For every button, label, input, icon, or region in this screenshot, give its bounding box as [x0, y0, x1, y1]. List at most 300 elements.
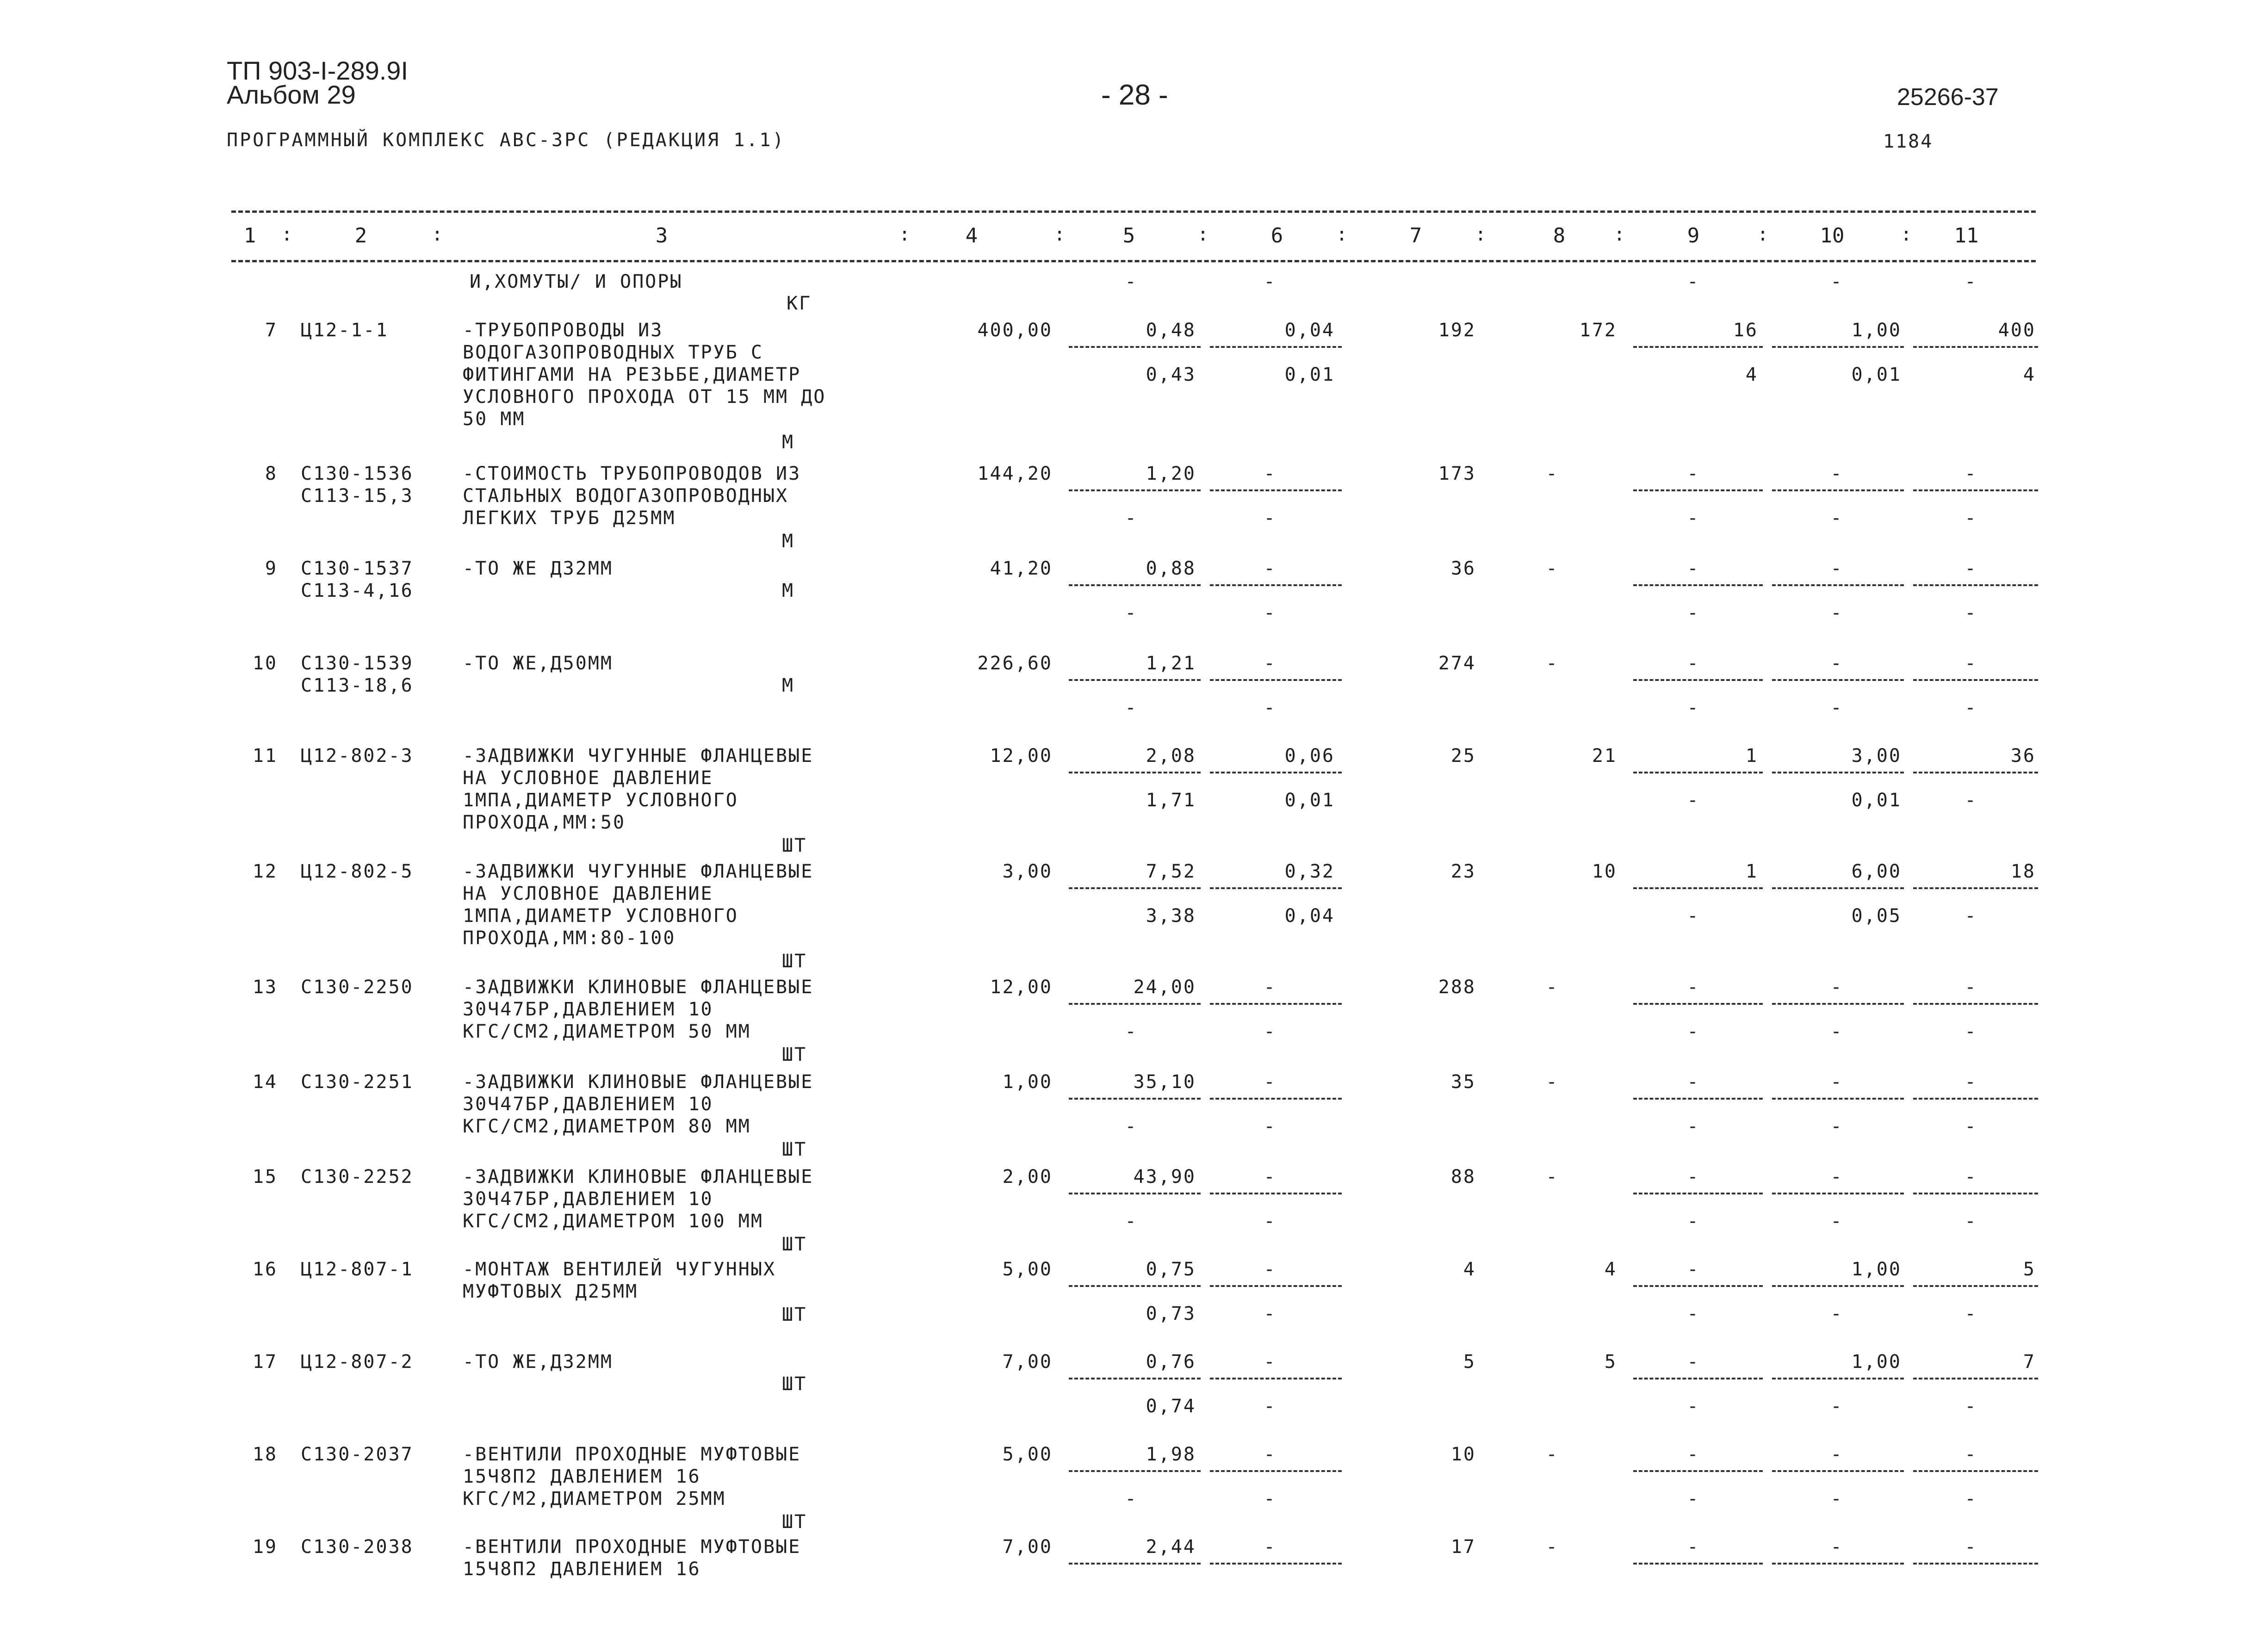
value-c9: - [1687, 977, 1700, 998]
value-c5: 35,10 [1133, 1071, 1196, 1093]
subtotal-rule [1913, 679, 2038, 681]
item-description: НА УСЛОВНОЕ ДАВЛЕНИЕ [463, 883, 713, 904]
column-header-3: 3 [655, 224, 668, 247]
subtotal-rule [1772, 679, 1904, 681]
quantity: 400,00 [977, 320, 1053, 341]
subtotal-rule [1633, 346, 1763, 348]
item-description: ЛЕГКИХ ТРУБ Д25ММ [463, 507, 676, 529]
item-description: ВОДОГАЗОПРОВОДНЫХ ТРУБ С [463, 342, 763, 363]
value-c6: 0,32 [1284, 861, 1335, 882]
subvalue-c9: - [1687, 1211, 1700, 1232]
unit-of-measure: ШТ [782, 951, 807, 972]
item-description: 30Ч47БР,ДАВЛЕНИЕМ 10 [463, 1188, 713, 1210]
value-c11: - [1964, 1071, 1977, 1093]
subtotal-rule [1210, 772, 1342, 773]
subvalue-c6: 0,04 [1284, 905, 1335, 927]
value-c8: - [1546, 1536, 1559, 1558]
value-c8: - [1546, 977, 1559, 998]
rate-code: С130-1537 [301, 558, 414, 579]
column-separator: : [899, 224, 911, 245]
row-number: 10 [252, 653, 278, 674]
value-c5: 0,88 [1146, 558, 1196, 579]
quantity: 226,60 [977, 653, 1053, 674]
rate-code: Ц12-802-3 [301, 745, 414, 767]
carryover-unit: КГ [787, 293, 812, 314]
quantity: 7,00 [1002, 1536, 1053, 1558]
subvalue-c10: - [1830, 1021, 1843, 1042]
subtotal-rule [1772, 489, 1904, 491]
unit-of-measure: М [782, 531, 795, 552]
column-separator: : [431, 224, 443, 245]
item-description: -ТРУБОПРОВОДЫ ИЗ [463, 320, 663, 341]
subvalue-c10: - [1830, 1303, 1843, 1324]
subvalue-c11: - [1964, 697, 1977, 718]
unit-of-measure: ШТ [782, 1044, 807, 1065]
value-c9: - [1687, 1259, 1700, 1280]
unit-of-measure: ШТ [782, 1139, 807, 1160]
item-description: -ЗАДВИЖКИ ЧУГУННЫЕ ФЛАНЦЕВЫЕ [463, 745, 814, 767]
row-number: 19 [252, 1536, 278, 1558]
quantity: 41,20 [990, 558, 1053, 579]
subvalue-c9: 4 [1745, 364, 1758, 385]
row-number: 16 [252, 1259, 278, 1280]
rate-code: Ц12-802-5 [301, 861, 414, 882]
rate-code: Ц12-807-2 [301, 1351, 414, 1373]
subvalue-c10: 0,01 [1851, 364, 1902, 385]
value-c9: - [1687, 463, 1700, 484]
value-c10: - [1830, 1071, 1843, 1093]
value-c6: - [1264, 1259, 1277, 1280]
subvalue-c11: - [1964, 1303, 1977, 1324]
value-c7: 173 [1438, 463, 1476, 484]
value-c11: - [1964, 653, 1977, 674]
value-c8: 172 [1579, 320, 1617, 341]
value-c9: 1 [1745, 745, 1758, 767]
item-description: КГС/М2,ДИАМЕТРОМ 25ММ [463, 1488, 726, 1509]
item-description: 30Ч47БР,ДАВЛЕНИЕМ 10 [463, 999, 713, 1020]
value-c9: - [1687, 1536, 1700, 1558]
subvalue-c9: - [1687, 1488, 1700, 1509]
value-c7: 23 [1450, 861, 1476, 882]
rate-code: С130-2037 [301, 1444, 414, 1465]
row-number: 7 [265, 320, 278, 341]
rate-code: С130-2251 [301, 1071, 414, 1093]
subvalue-c11: - [1964, 1488, 1977, 1509]
subtotal-rule [1069, 584, 1201, 586]
value-c10: - [1830, 463, 1843, 484]
column-separator: : [1053, 224, 1066, 245]
value-c6: - [1264, 1536, 1277, 1558]
column-header-2: 2 [354, 224, 367, 247]
value-c9: - [1687, 653, 1700, 674]
subvalue-c10: 0,01 [1851, 790, 1902, 811]
subvalue-c10: 0,05 [1851, 905, 1902, 927]
value-c8: - [1546, 1444, 1559, 1465]
value-c7: 274 [1438, 653, 1476, 674]
subvalue-c11: - [1964, 905, 1977, 927]
document-code: ТП 903-I-289.9I [227, 56, 408, 85]
value-c7: 17 [1450, 1536, 1476, 1558]
value-c7: 25 [1450, 745, 1476, 767]
subtotal-rule [1210, 1003, 1342, 1005]
value-c7: 5 [1463, 1351, 1476, 1373]
subtotal-rule [1210, 584, 1342, 586]
rate-code: С130-2250 [301, 977, 414, 998]
value-c11: - [1964, 1444, 1977, 1465]
value-c5: 1,21 [1146, 653, 1196, 674]
column-header-10: 10 [1820, 224, 1845, 247]
item-description: -ЗАДВИЖКИ КЛИНОВЫЕ ФЛАНЦЕВЫЕ [463, 1166, 814, 1188]
subtotal-rule [1210, 346, 1342, 348]
item-description: НА УСЛОВНОЕ ДАВЛЕНИЕ [463, 767, 713, 789]
item-description: -МОНТАЖ ВЕНТИЛЕЙ ЧУГУННЫХ [463, 1259, 776, 1280]
subvalue-c9: - [1687, 602, 1700, 624]
row-number: 15 [252, 1166, 278, 1188]
value-c5: 2,08 [1146, 745, 1196, 767]
subtotal-rule [1772, 1470, 1904, 1472]
value-c9: - [1687, 1444, 1700, 1465]
subtotal-rule [1772, 1003, 1904, 1005]
subvalue-c6: - [1264, 507, 1277, 529]
value-c7: 4 [1463, 1259, 1476, 1280]
value-c7: 10 [1450, 1444, 1476, 1465]
carryover-c6: - [1264, 271, 1277, 292]
subvalue-c6: - [1264, 1116, 1277, 1137]
row-number: 11 [252, 745, 278, 767]
value-c5: 2,44 [1146, 1536, 1196, 1558]
value-c11: - [1964, 1166, 1977, 1188]
subtotal-rule [1633, 584, 1763, 586]
subvalue-c11: - [1964, 1021, 1977, 1042]
row-number: 9 [265, 558, 278, 579]
item-description: УСЛОВНОГО ПРОХОДА ОТ 15 ММ ДО [463, 386, 826, 408]
subtotal-rule [1210, 679, 1342, 681]
subtotal-rule [1069, 346, 1201, 348]
subtotal-rule [1913, 489, 2038, 491]
value-c10: 3,00 [1851, 745, 1902, 767]
value-c8: - [1546, 463, 1559, 484]
subtotal-rule [1210, 489, 1342, 491]
column-separator: : [1900, 224, 1912, 245]
column-separator: : [1757, 224, 1769, 245]
item-description: СТАЛЬНЫХ ВОДОГАЗОПРОВОДНЫХ [463, 485, 789, 507]
column-separator: : [1475, 224, 1487, 245]
unit-of-measure: ШТ [782, 1304, 807, 1325]
value-c6: - [1264, 558, 1277, 579]
subtotal-rule [1633, 1193, 1763, 1194]
carryover-c11: - [1964, 271, 1977, 292]
row-number: 17 [252, 1351, 278, 1373]
quantity: 1,00 [1002, 1071, 1053, 1093]
value-c5: 24,00 [1133, 977, 1196, 998]
value-c8: 10 [1592, 861, 1617, 882]
item-description: КГС/СМ2,ДИАМЕТРОМ 50 ММ [463, 1021, 751, 1042]
value-c10: - [1830, 653, 1843, 674]
value-c9: - [1687, 1166, 1700, 1188]
item-description: КГС/СМ2,ДИАМЕТРОМ 80 ММ [463, 1116, 751, 1137]
carryover-c9: - [1687, 271, 1700, 292]
value-c5: 1,98 [1146, 1444, 1196, 1465]
row-number: 13 [252, 977, 278, 998]
rate-code: С130-2252 [301, 1166, 414, 1188]
value-c5: 43,90 [1133, 1166, 1196, 1188]
subvalue-c11: - [1964, 507, 1977, 529]
rate-code: Ц12-807-1 [301, 1259, 414, 1280]
value-c10: - [1830, 1536, 1843, 1558]
unit-of-measure: ШТ [782, 835, 807, 856]
item-description: ПРОХОДА,ММ:80-100 [463, 928, 676, 949]
subtotal-rule [1913, 1098, 2038, 1100]
page-number: - 28 - [1101, 79, 1168, 111]
unit-of-measure: М [782, 675, 795, 696]
subvalue-c5: 1,71 [1146, 790, 1196, 811]
value-c10: 1,00 [1851, 1259, 1902, 1280]
subvalue-c5: - [1125, 1021, 1138, 1042]
subvalue-c5: - [1125, 697, 1138, 718]
value-c6: - [1264, 463, 1277, 484]
value-c8: - [1546, 653, 1559, 674]
value-c6: - [1264, 1166, 1277, 1188]
subvalue-c6: 0,01 [1284, 364, 1335, 385]
value-c10: - [1830, 558, 1843, 579]
rate-code: С113-18,6 [301, 675, 414, 696]
value-c5: 1,20 [1146, 463, 1196, 484]
rate-code: С113-4,16 [301, 580, 414, 601]
subtotal-rule [1772, 772, 1904, 773]
value-c11: 7 [2023, 1351, 2036, 1373]
value-c10: - [1830, 1444, 1843, 1465]
subvalue-c5: - [1125, 1488, 1138, 1509]
subvalue-c6: - [1264, 697, 1277, 718]
subtotal-rule [1069, 772, 1201, 773]
unit-of-measure: М [782, 580, 795, 601]
column-separator: : [1613, 224, 1625, 245]
row-number: 18 [252, 1444, 278, 1465]
subvalue-c5: 0,74 [1146, 1396, 1196, 1417]
subtotal-rule [1633, 679, 1763, 681]
item-description: -ЗАДВИЖКИ КЛИНОВЫЕ ФЛАНЦЕВЫЕ [463, 1071, 814, 1093]
column-header-1: 1 [243, 224, 256, 247]
subtotal-rule [1913, 1563, 2038, 1565]
unit-of-measure: М [782, 432, 795, 453]
value-c9: 1 [1745, 861, 1758, 882]
subtotal-rule [1069, 887, 1201, 889]
subtotal-rule [1633, 489, 1763, 491]
subtotal-rule [1913, 1285, 2038, 1287]
subvalue-c6: - [1264, 1488, 1277, 1509]
subtotal-rule [1772, 584, 1904, 586]
subvalue-c9: - [1687, 1021, 1700, 1042]
subtotal-rule [1210, 1470, 1342, 1472]
value-c11: 400 [1998, 320, 2036, 341]
quantity: 2,00 [1002, 1166, 1053, 1188]
subtotal-rule [1772, 1193, 1904, 1194]
subtotal-rule [1913, 346, 2038, 348]
carryover-description: И,ХОМУТЫ/ И ОПОРЫ [470, 271, 683, 292]
carryover-c10: - [1830, 271, 1843, 292]
value-c9: - [1687, 1351, 1700, 1373]
value-c11: 18 [2010, 861, 2036, 882]
subtotal-rule [1633, 1098, 1763, 1100]
column-header-8: 8 [1553, 224, 1566, 247]
value-c10: 1,00 [1851, 320, 1902, 341]
subvalue-c9: - [1687, 1396, 1700, 1417]
row-number: 8 [265, 463, 278, 484]
item-description: -ВЕНТИЛИ ПРОХОДНЫЕ МУФТОВЫЕ [463, 1444, 801, 1465]
subvalue-c10: - [1830, 1211, 1843, 1232]
subtotal-rule [1069, 1285, 1201, 1287]
item-description: -ТО ЖЕ Д32ММ [463, 558, 613, 579]
subvalue-c11: - [1964, 790, 1977, 811]
subvalue-c11: - [1964, 602, 1977, 624]
item-description: 15Ч8П2 ДАВЛЕНИЕМ 16 [463, 1559, 701, 1580]
value-c5: 7,52 [1146, 861, 1196, 882]
subvalue-c6: - [1264, 1211, 1277, 1232]
item-description: ФИТИНГАМИ НА РЕЗЬБЕ,ДИАМЕТР [463, 364, 801, 385]
column-separator: : [1197, 224, 1209, 245]
rate-code: С113-15,3 [301, 485, 414, 507]
subvalue-c11: 4 [2023, 364, 2036, 385]
subvalue-c9: - [1687, 1116, 1700, 1137]
value-c11: - [1964, 558, 1977, 579]
value-c6: - [1264, 977, 1277, 998]
subvalue-c5: - [1125, 602, 1138, 624]
quantity: 5,00 [1002, 1259, 1053, 1280]
album-label: Альбом 29 [227, 80, 356, 109]
item-description: 30Ч47БР,ДАВЛЕНИЕМ 10 [463, 1094, 713, 1115]
item-description: 1МПА,ДИАМЕТР УСЛОВНОГО [463, 905, 738, 927]
subtotal-rule [1069, 1193, 1201, 1194]
value-c11: 5 [2023, 1259, 2036, 1280]
value-c5: 0,76 [1146, 1351, 1196, 1373]
subvalue-c5: 3,38 [1146, 905, 1196, 927]
subvalue-c5: 0,73 [1146, 1303, 1196, 1324]
subvalue-c9: - [1687, 905, 1700, 927]
subtotal-rule [1069, 1003, 1201, 1005]
value-c7: 88 [1450, 1166, 1476, 1188]
value-c6: - [1264, 653, 1277, 674]
subvalue-c5: - [1125, 1116, 1138, 1137]
value-c11: - [1964, 1536, 1977, 1558]
subvalue-c5: - [1125, 1211, 1138, 1232]
subtotal-rule [1913, 887, 2038, 889]
subvalue-c6: - [1264, 1303, 1277, 1324]
value-c9: - [1687, 1071, 1700, 1093]
subvalue-c10: - [1830, 1396, 1843, 1417]
subvalue-c6: - [1264, 1396, 1277, 1417]
subtotal-rule [1913, 1193, 2038, 1194]
item-description: 15Ч8П2 ДАВЛЕНИЕМ 16 [463, 1466, 701, 1487]
value-c8: - [1546, 558, 1559, 579]
quantity: 5,00 [1002, 1444, 1053, 1465]
subtotal-rule [1210, 1098, 1342, 1100]
unit-of-measure: ШТ [782, 1234, 807, 1255]
column-header-4: 4 [965, 224, 978, 247]
unit-of-measure: ШТ [782, 1373, 807, 1395]
rate-code: Ц12-1-1 [301, 320, 389, 341]
value-c11: 36 [2010, 745, 2036, 767]
item-description: ПРОХОДА,ММ:50 [463, 812, 626, 833]
quantity: 12,00 [990, 745, 1053, 767]
subvalue-c6: - [1264, 602, 1277, 624]
value-c6: 0,06 [1284, 745, 1335, 767]
value-c8: 21 [1592, 745, 1617, 767]
subvalue-c9: - [1687, 1303, 1700, 1324]
value-c5: 0,75 [1146, 1259, 1196, 1280]
subtotal-rule [1633, 1378, 1763, 1379]
column-header-6: 6 [1270, 224, 1283, 247]
subtotal-rule [1069, 489, 1201, 491]
item-description: МУФТОВЫХ Д25ММ [463, 1281, 638, 1302]
subtotal-rule [1210, 1563, 1342, 1565]
carryover-c5: - [1125, 271, 1138, 292]
subvalue-c10: - [1830, 1116, 1843, 1137]
subtotal-rule [1210, 887, 1342, 889]
subtotal-rule [1633, 772, 1763, 773]
subtotal-rule [1210, 1193, 1342, 1194]
subvalue-c10: - [1830, 1488, 1843, 1509]
value-c11: - [1964, 977, 1977, 998]
subtotal-rule [1913, 1470, 2038, 1472]
subtotal-rule [1772, 1563, 1904, 1565]
subvalue-c10: - [1830, 507, 1843, 529]
value-c8: 5 [1604, 1351, 1617, 1373]
value-c7: 35 [1450, 1071, 1476, 1093]
value-c6: 0,04 [1284, 320, 1335, 341]
subtotal-rule [1772, 1378, 1904, 1379]
subvalue-c11: - [1964, 1211, 1977, 1232]
program-title: ПРОГРАММНЫЙ КОМПЛЕКС АВС-3РС (РЕДАКЦИЯ 1.1) [227, 130, 786, 151]
subtotal-rule [1069, 1470, 1201, 1472]
item-description: -ТО ЖЕ,Д32ММ [463, 1351, 613, 1373]
value-c10: - [1830, 1166, 1843, 1188]
subtotal-rule [1210, 1378, 1342, 1379]
subvalue-c10: - [1830, 602, 1843, 624]
subvalue-c9: - [1687, 697, 1700, 718]
subvalue-c11: - [1964, 1116, 1977, 1137]
column-separator: : [281, 224, 293, 245]
quantity: 144,20 [977, 463, 1053, 484]
rate-code: С130-1536 [301, 463, 414, 484]
value-c8: - [1546, 1166, 1559, 1188]
value-c7: 192 [1438, 320, 1476, 341]
subtotal-rule [1633, 887, 1763, 889]
item-description: -ТО ЖЕ,Д50ММ [463, 653, 613, 674]
item-description: 1МПА,ДИАМЕТР УСЛОВНОГО [463, 790, 738, 811]
value-c5: 0,48 [1146, 320, 1196, 341]
subvalue-c6: - [1264, 1021, 1277, 1042]
document-number: 1184 [1883, 131, 1933, 152]
subtotal-rule [1633, 1470, 1763, 1472]
value-c10: - [1830, 977, 1843, 998]
subvalue-c5: 0,43 [1146, 364, 1196, 385]
column-header-7: 7 [1409, 224, 1422, 247]
value-c8: 4 [1604, 1259, 1617, 1280]
column-separator: : [1336, 224, 1348, 245]
subtotal-rule [1210, 1285, 1342, 1287]
quantity: 3,00 [1002, 861, 1053, 882]
unit-of-measure: ШТ [782, 1511, 807, 1533]
item-description: -ВЕНТИЛИ ПРОХОДНЫЕ МУФТОВЫЕ [463, 1536, 801, 1558]
value-c10: 6,00 [1851, 861, 1902, 882]
subtotal-rule [1069, 679, 1201, 681]
subtotal-rule [1772, 1098, 1904, 1100]
subtotal-rule [1772, 346, 1904, 348]
value-c11: - [1964, 463, 1977, 484]
row-number: 12 [252, 861, 278, 882]
value-c7: 36 [1450, 558, 1476, 579]
value-c6: - [1264, 1071, 1277, 1093]
